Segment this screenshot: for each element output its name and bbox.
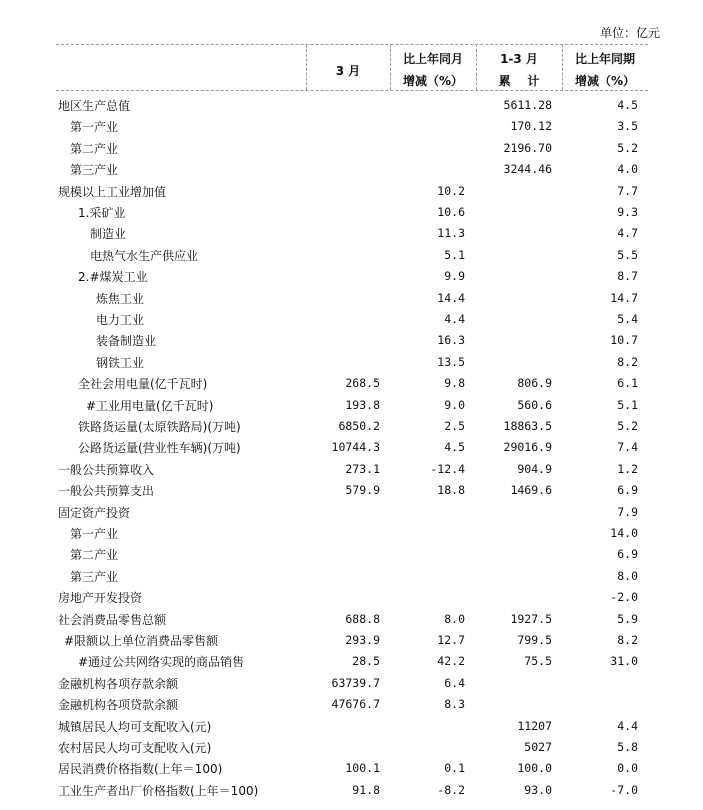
row-value-c2: 4.4 (444, 312, 465, 326)
table-row (0, 693, 703, 714)
row-label: 第三产业 (70, 569, 119, 584)
row-value-c4: 10.7 (610, 333, 638, 348)
row-value-c2: 16.3 (437, 333, 465, 348)
row-label: 制造业 (90, 227, 127, 242)
row-value-c4: 5.4 (617, 312, 638, 326)
table-row (0, 329, 703, 350)
row-label: 固定资产投资 (58, 505, 131, 520)
table-row (0, 479, 703, 500)
row-value-c2: 5.1 (444, 247, 465, 262)
row-value-c3: 93.0 (524, 782, 552, 797)
row-value-c4: 4.5 (617, 98, 638, 112)
row-value-c4: 8.7 (617, 269, 638, 284)
row-value-c4: 5.9 (617, 611, 638, 626)
row-value-c1: 293.9 (345, 633, 380, 647)
row-label: 第二产业 (70, 141, 119, 156)
row-label: 第一产业 (70, 120, 119, 135)
row-value-c3: 18863.5 (503, 419, 552, 433)
table-row (0, 736, 703, 757)
table-row (0, 757, 703, 778)
row-value-c4: -2.0 (610, 590, 638, 605)
table-row (0, 222, 703, 243)
row-label: 公路货运量(营业性车辆)(万吨) (78, 441, 241, 456)
row-value-c1: 10744.3 (331, 440, 380, 455)
row-value-c2: -8.2 (437, 782, 465, 797)
table-top-rule (56, 44, 648, 45)
row-value-c4: 4.4 (617, 718, 638, 733)
row-label: 第一产业 (70, 527, 119, 541)
row-value-c4: 31.0 (610, 654, 638, 669)
row-value-c3: 100.0 (517, 761, 552, 776)
table-row (0, 586, 703, 607)
row-value-c2: 10.6 (437, 205, 465, 219)
row-value-c3: 170.12 (510, 119, 552, 134)
header-yoy-period-2: 增减（%） (574, 74, 636, 88)
row-label: 1.采矿业 (78, 206, 126, 220)
row-label: #工业用电量(亿千瓦时) (86, 398, 214, 413)
table-row (0, 244, 703, 265)
row-value-c4: 6.1 (617, 376, 638, 391)
row-value-c1: 91.8 (352, 782, 380, 797)
row-value-c3: 2196.70 (503, 140, 552, 155)
row-label: 房地产开发投资 (58, 591, 143, 606)
row-label: 社会消费品零售总额 (58, 612, 167, 627)
row-value-c4: 0.0 (617, 761, 638, 776)
row-value-c4: 4.7 (617, 226, 638, 241)
row-value-c2: 9.9 (444, 269, 465, 284)
table-row (0, 565, 703, 586)
table-row (0, 372, 703, 393)
table-row (0, 308, 703, 329)
row-value-c4: 5.8 (617, 740, 638, 754)
row-value-c2: 13.5 (437, 354, 465, 369)
row-value-c4: 14.0 (610, 526, 638, 540)
table-row (0, 543, 703, 564)
row-label: 工业生产者出厂价格指数(上年＝100) (58, 783, 259, 798)
row-value-c4: 3.5 (617, 119, 638, 134)
row-value-c1: 193.8 (345, 397, 380, 412)
row-value-c1: 6850.2 (338, 419, 380, 433)
row-value-c4: 5.2 (617, 419, 638, 433)
row-value-c3: 806.9 (517, 376, 552, 391)
header-yoy-month-1: 比上年同月 (402, 52, 463, 66)
header-cumulative-2: 累 计 (498, 74, 540, 88)
row-value-c2: 2.5 (444, 419, 465, 433)
row-value-c3: 75.5 (524, 654, 552, 669)
row-value-c4: 5.1 (617, 397, 638, 412)
row-label: #通过公共网络实现的商品销售 (78, 655, 245, 670)
table-row (0, 415, 703, 436)
row-value-c2: 8.0 (444, 611, 465, 626)
row-value-c4: 4.0 (617, 162, 638, 177)
row-label: 炼焦工业 (96, 291, 145, 306)
row-label: 2.#煤炭工业 (78, 270, 148, 285)
row-value-c1: 579.9 (345, 483, 380, 498)
row-label: 电力工业 (96, 313, 145, 327)
table-row (0, 94, 703, 115)
row-value-c2: 12.7 (437, 633, 465, 647)
row-value-c2: 18.8 (437, 483, 465, 498)
table-row (0, 436, 703, 457)
row-value-c2: 9.0 (444, 397, 465, 412)
row-value-c1: 63739.7 (331, 675, 380, 690)
row-label: 第二产业 (70, 548, 119, 563)
row-value-c4: 9.3 (617, 205, 638, 219)
row-value-c3: 29016.9 (503, 440, 552, 455)
header-yoy-period-1: 比上年同期 (574, 52, 635, 66)
table-row (0, 779, 703, 800)
row-value-c2: 8.3 (444, 697, 465, 712)
row-value-c1: 100.1 (345, 761, 380, 776)
row-value-c4: 8.0 (617, 568, 638, 583)
table-row (0, 650, 703, 671)
row-value-c4: 14.7 (610, 290, 638, 305)
table-row (0, 115, 703, 136)
table-header-rule (56, 90, 648, 91)
row-value-c2: 6.4 (444, 675, 465, 690)
table-row (0, 351, 703, 372)
unit-label: 单位：亿元 (599, 26, 660, 40)
row-value-c3: 1927.5 (510, 611, 552, 626)
table-row (0, 715, 703, 736)
table-row (0, 394, 703, 415)
row-value-c4: 7.4 (617, 440, 638, 455)
row-value-c4: 7.9 (617, 504, 638, 519)
table-row (0, 608, 703, 629)
table-row (0, 158, 703, 179)
row-label: 一般公共预算收入 (58, 462, 155, 477)
row-value-c1: 28.5 (352, 654, 380, 669)
table-row (0, 672, 703, 693)
table-row (0, 458, 703, 479)
row-label: 第三产业 (70, 163, 119, 178)
row-label: #限额以上单位消费品零售额 (64, 634, 219, 648)
row-value-c2: 14.4 (437, 290, 465, 305)
row-value-c2: 10.2 (437, 183, 465, 198)
table-row (0, 501, 703, 522)
table-row (0, 629, 703, 650)
row-label: 装备制造业 (96, 334, 157, 349)
table-row (0, 137, 703, 158)
row-value-c3: 3244.46 (503, 162, 552, 177)
row-value-c1: 268.5 (345, 376, 380, 391)
table-row (0, 287, 703, 308)
row-value-c1: 47676.7 (331, 697, 380, 712)
row-value-c4: 6.9 (617, 547, 638, 562)
row-value-c3: 904.9 (517, 461, 552, 476)
table-row (0, 522, 703, 543)
row-label: 规模以上工业增加值 (58, 184, 167, 199)
row-value-c2: 0.1 (444, 761, 465, 776)
row-label: 居民消费价格指数(上年＝100) (58, 762, 223, 777)
row-value-c2: 9.8 (444, 376, 465, 391)
row-value-c2: 11.3 (437, 226, 465, 241)
header-march: 3 月 (335, 64, 361, 78)
header-yoy-month-2: 增减（%） (402, 74, 464, 88)
row-label: 金融机构各项存款余额 (58, 676, 179, 691)
row-label: 钢铁工业 (96, 355, 145, 370)
row-value-c3: 5611.28 (503, 98, 552, 112)
row-label: 城镇居民人均可支配收入(元) (58, 719, 212, 734)
row-value-c3: 1469.6 (510, 483, 552, 498)
row-value-c4: 5.2 (617, 140, 638, 155)
table-row (0, 180, 703, 201)
table-row (0, 265, 703, 286)
row-value-c1: 273.1 (345, 461, 380, 476)
table-row (0, 201, 703, 222)
row-label: 电热气水生产供应业 (90, 248, 199, 263)
row-label: 农村居民人均可支配收入(元) (58, 741, 212, 755)
row-value-c3: 11207 (517, 718, 552, 733)
row-label: 全社会用电量(亿千瓦时) (78, 377, 208, 392)
row-value-c3: 799.5 (517, 633, 552, 647)
header-cumulative-1: 1-3 月 (500, 52, 538, 66)
row-value-c4: 6.9 (617, 483, 638, 498)
row-value-c2: 4.5 (444, 440, 465, 455)
row-label: 地区生产总值 (58, 99, 131, 113)
row-value-c4: 5.5 (617, 247, 638, 262)
row-value-c2: -12.4 (430, 461, 465, 476)
row-value-c1: 688.8 (345, 611, 380, 626)
row-value-c4: 8.2 (617, 633, 638, 647)
row-value-c4: -7.0 (610, 782, 638, 797)
row-value-c4: 7.7 (617, 183, 638, 198)
row-value-c4: 1.2 (617, 461, 638, 476)
row-value-c2: 42.2 (437, 654, 465, 669)
row-label: 金融机构各项贷款余额 (58, 698, 179, 713)
row-label: 铁路货运量(太原铁路局)(万吨) (78, 420, 241, 434)
row-value-c4: 8.2 (617, 354, 638, 369)
row-label: 一般公共预算支出 (58, 484, 155, 499)
row-value-c3: 5027 (524, 740, 552, 754)
row-value-c3: 560.6 (517, 397, 552, 412)
